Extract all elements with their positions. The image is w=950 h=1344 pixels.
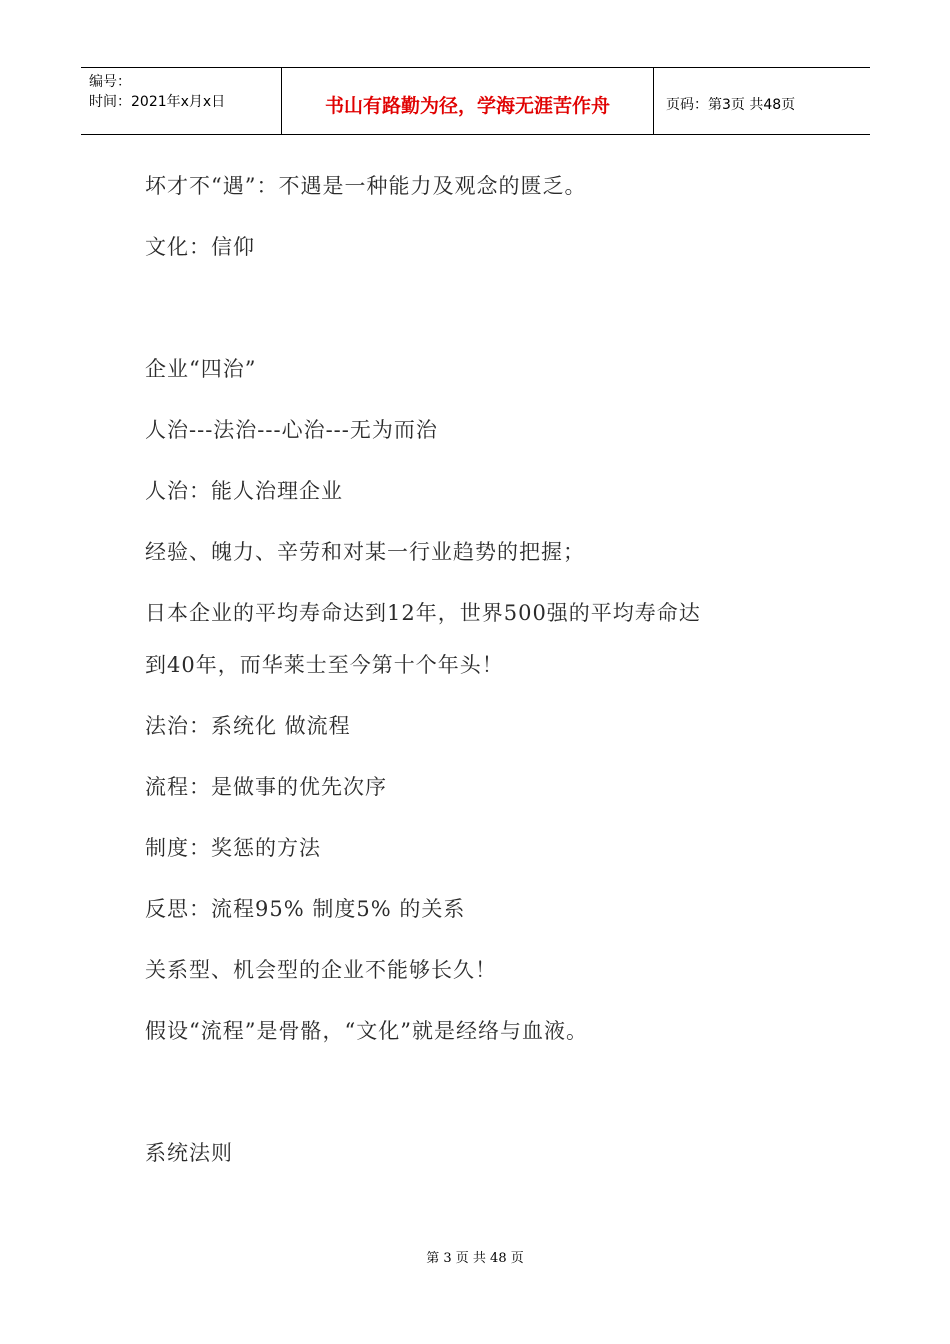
document-date: 时间：2021年x月x日 bbox=[89, 94, 226, 110]
body-line: 制度：奖惩的方法 bbox=[145, 836, 321, 860]
body-line: 假设“流程”是骨骼，“文化”就是经络与血液。 bbox=[145, 1019, 588, 1043]
header-motto: 书山有路勤为径，学海无涯苦作舟 bbox=[282, 68, 654, 134]
body-line: 日本企业的平均寿命达到12年，世界500强的平均寿命达 bbox=[145, 601, 701, 625]
document-body bbox=[145, 168, 815, 1196]
header-page-info: 页码：第3页 共48页 bbox=[666, 97, 796, 113]
body-line: 反思：流程95% 制度5% 的关系 bbox=[145, 897, 466, 921]
body-line: 文化：信仰 bbox=[145, 235, 255, 259]
body-line: 关系型、机会型的企业不能够长久！ bbox=[145, 958, 497, 982]
body-line: 经验、魄力、辛劳和对某一行业趋势的把握； bbox=[145, 540, 585, 564]
document-number-label: 编号： bbox=[89, 74, 131, 90]
blank-line bbox=[145, 290, 815, 351]
section-heading: 企业“四治” bbox=[145, 357, 257, 381]
page-footer: 第 3 页 共 48 页 bbox=[426, 1251, 524, 1266]
body-line: 人治：能人治理企业 bbox=[145, 479, 343, 503]
body-line: 到40年，而华莱士至今第十个年头！ bbox=[145, 653, 504, 677]
body-line: 人治---法治---心治---无为而治 bbox=[145, 418, 438, 442]
body-line: 坏才不“遇”：不遇是一种能力及观念的匮乏。 bbox=[145, 174, 587, 198]
page-header bbox=[81, 67, 870, 135]
body-line: 法治：系统化 做流程 bbox=[145, 714, 351, 738]
section-heading: 系统法则 bbox=[145, 1141, 233, 1165]
header-meta bbox=[81, 68, 282, 134]
blank-line bbox=[145, 1074, 815, 1135]
body-line: 流程：是做事的优先次序 bbox=[145, 775, 387, 799]
